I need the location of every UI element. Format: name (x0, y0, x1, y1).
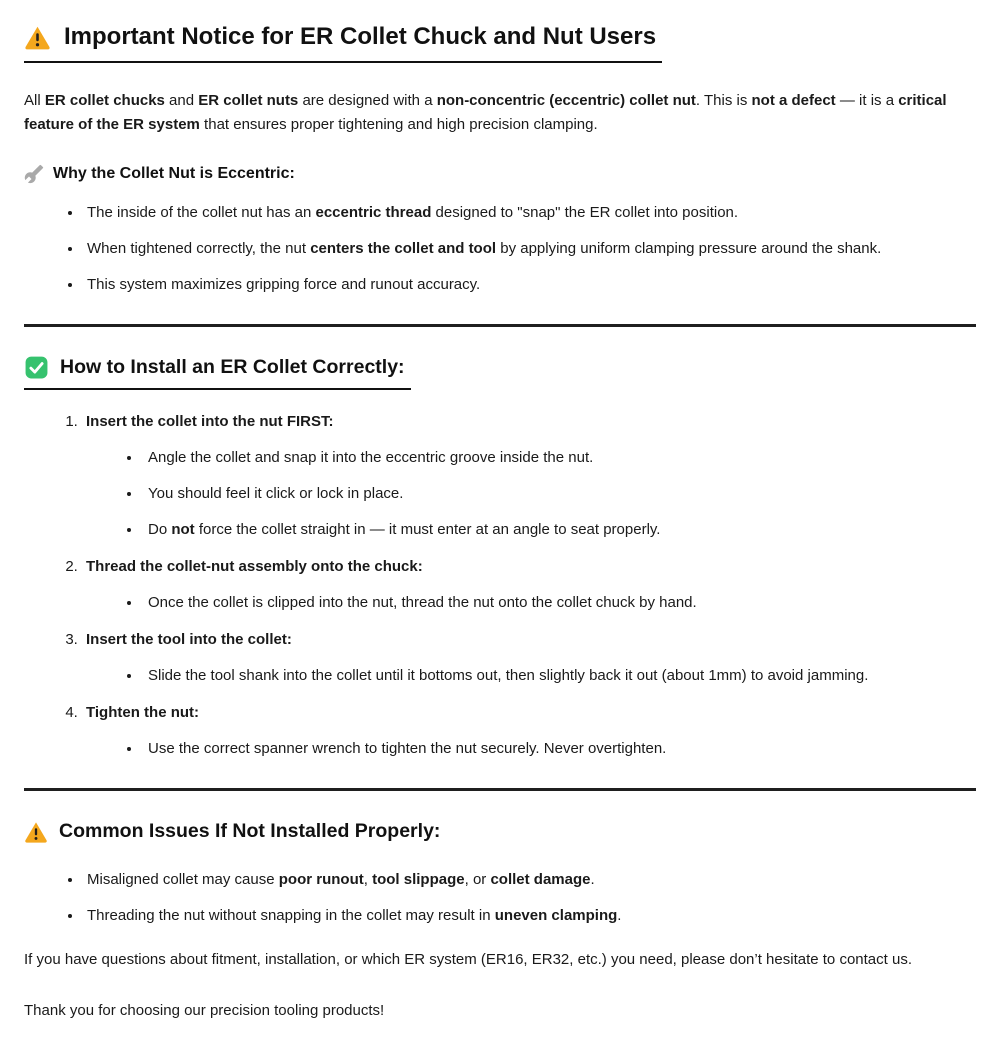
why-bullet-item: • This system maximizes gripping force and runout accuracy. (83, 273, 976, 297)
step-sub-list (86, 591, 976, 615)
why-heading (24, 161, 976, 187)
install-step (82, 410, 976, 542)
install-step (82, 701, 976, 761)
install-step (82, 628, 976, 688)
step-sub-item: • Angle the collet and snap it into the eccentric groove inside the nut. (142, 446, 976, 470)
why-bullet-item: • When tightened correctly, the nut centers the collet and tool by applying uniform clamping pressure around the shank. (83, 237, 976, 261)
issues-bullet-item: • Misaligned collet may cause poor runout, tool slippage, or collet damage. (83, 868, 976, 892)
thanks-paragraph: Thank you for choosing our precision tooling products! (24, 1002, 385, 1020)
step-sub-list (86, 737, 976, 761)
step-sub-item: • Do not force the collet straight in — it must enter at an angle to seat properly. (142, 518, 976, 542)
wrench-icon (24, 164, 44, 184)
page-title (24, 18, 976, 63)
page-title-text: Important Notice for ER Collet Chuck and Nut Users (64, 23, 657, 50)
issues-bullet-item: • Threading the nut without snapping in the collet may result in uneven clamping. (83, 904, 976, 928)
check-icon (24, 355, 49, 380)
why-heading-text: Why the Collet Nut is Eccentric: (53, 165, 295, 183)
why-bullet-item: • The inside of the collet nut has an eccentric thread designed to "snap" the ER collet into position. (83, 201, 976, 225)
issues-heading-text: Common Issues If Not Installed Properly: (59, 820, 441, 843)
install-step (82, 555, 976, 615)
step-sub-list (86, 446, 976, 542)
step-sub-item: • You should feel it click or lock in place. (142, 482, 976, 506)
warning-icon (24, 820, 48, 844)
step-sub-item: • Use the correct spanner wrench to tighten the nut securely. Never overtighten. (142, 737, 976, 761)
warning-icon (24, 24, 51, 51)
step-title: Tighten the nut: (86, 704, 200, 722)
step-title: Insert the tool into the collet: (86, 631, 292, 649)
intro-paragraph: All ER collet chucks and ER collet nuts are designed with a non-concentric (eccentric) collet nut. This is not a defect — it is a critical feature of the ER system that ensures proper tightening and high precision clamping. (24, 92, 947, 134)
step-sub-item: • Once the collet is clipped into the nut, thread the nut onto the collet chuck by hand. (142, 591, 976, 615)
why-bullet-list (24, 201, 976, 297)
step-title: Insert the collet into the nut FIRST: (86, 413, 334, 431)
contact-paragraph: If you have questions about fitment, installation, or which ER system (ER16, ER32, etc.) you need, please don’t hesitate to contact us. (24, 951, 912, 969)
issues-heading (24, 816, 976, 854)
install-step-list (24, 410, 976, 761)
issues-bullet-list (24, 868, 976, 928)
step-sub-list (86, 664, 976, 688)
step-title: Thread the collet-nut assembly onto the chuck: (86, 558, 423, 576)
install-heading-text: How to Install an ER Collet Correctly: (60, 355, 405, 378)
section-divider (24, 324, 976, 327)
step-sub-item: • Slide the tool shank into the collet until it bottoms out, then slightly back it out (about 1mm) to avoid jamming. (142, 664, 976, 688)
section-divider (24, 788, 976, 791)
install-heading (24, 352, 976, 390)
